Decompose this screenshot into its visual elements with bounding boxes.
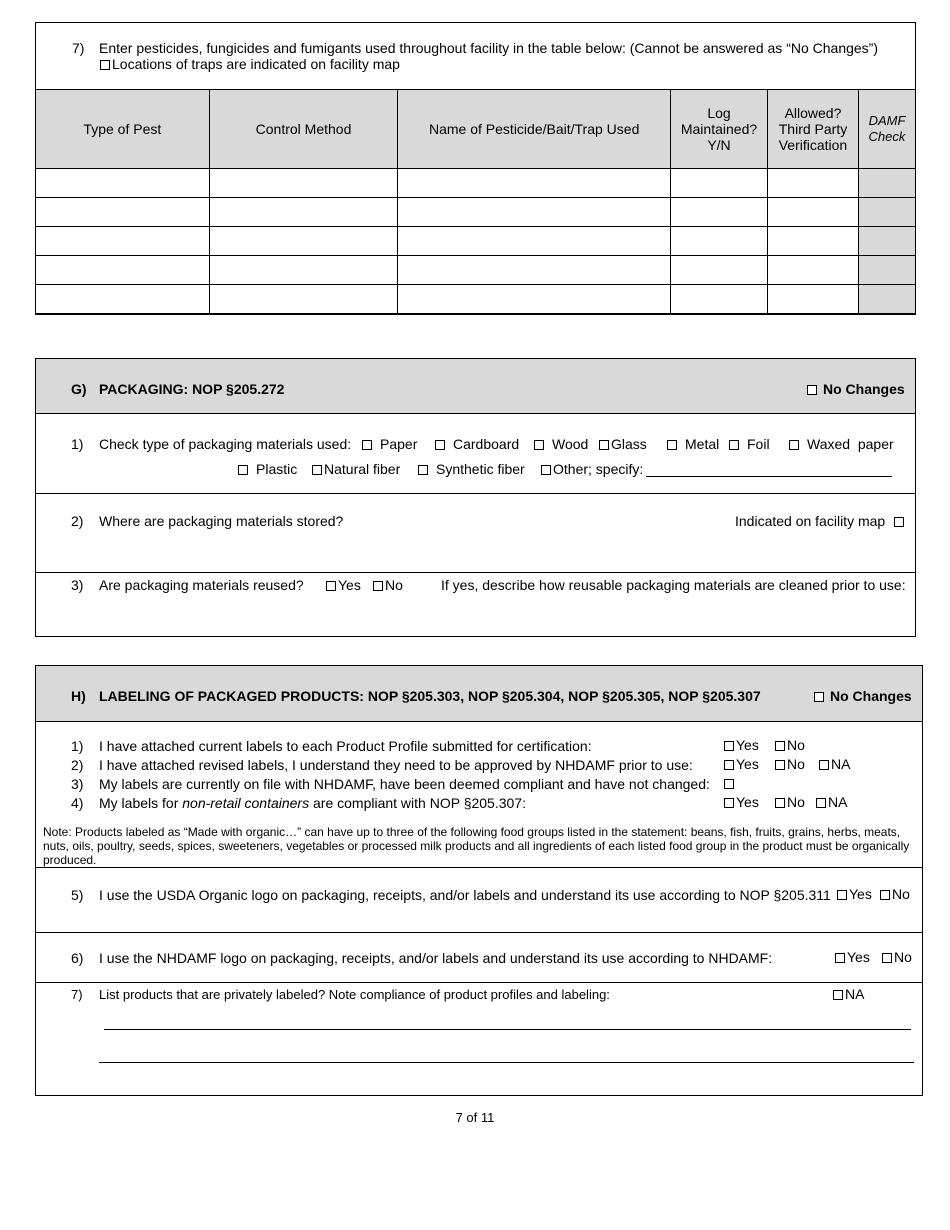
table-cell[interactable] bbox=[768, 169, 859, 198]
made-with-organic-note: Note: Products labeled as “Made with organic…” can have up to three of the following food groups listed in the statement: beans, fish, fruits, grains, herbs, meats, nuts, oils, poultry, seeds, spices, sweeteners, vegetables or processed milk products and all ingredients of each listed food group in the product must be organically produced. bbox=[43, 825, 910, 867]
checkbox[interactable] bbox=[667, 440, 677, 450]
h-q4-yes[interactable] bbox=[724, 794, 759, 810]
table-row bbox=[36, 285, 916, 314]
h-q4-no[interactable] bbox=[775, 794, 805, 810]
h-q2-yes[interactable] bbox=[724, 756, 759, 772]
option-plastic[interactable] bbox=[238, 461, 297, 477]
checkbox[interactable] bbox=[775, 760, 785, 770]
header-pesticide-name: Name of Pesticide/Bait/Trap Used bbox=[398, 90, 671, 169]
table-cell[interactable] bbox=[36, 198, 210, 227]
option-label: No bbox=[892, 886, 910, 902]
option-label: Metal bbox=[685, 436, 720, 452]
option-metal[interactable] bbox=[667, 436, 719, 452]
pesticide-table bbox=[35, 89, 916, 314]
option-label: Yes bbox=[736, 794, 759, 810]
damf-cell bbox=[858, 227, 915, 256]
table-cell[interactable] bbox=[209, 198, 398, 227]
checkbox[interactable] bbox=[729, 440, 739, 450]
checkbox[interactable] bbox=[775, 798, 785, 808]
table-cell[interactable] bbox=[36, 227, 210, 256]
option-wood[interactable] bbox=[534, 436, 588, 452]
option-label: No bbox=[385, 577, 403, 593]
facility-map-checkbox[interactable] bbox=[894, 517, 904, 527]
header-allowed: Allowed? Third Party Verification bbox=[768, 90, 859, 169]
option-label: Natural fiber bbox=[324, 461, 401, 477]
h-q4-na[interactable] bbox=[816, 794, 847, 810]
table-row bbox=[36, 256, 916, 285]
option-label: Other; specify: bbox=[553, 461, 644, 477]
table-cell[interactable] bbox=[398, 169, 671, 198]
facility-map-option[interactable] bbox=[735, 513, 906, 529]
table-cell[interactable] bbox=[398, 285, 671, 314]
section-g-title: PACKAGING: NOP §205.272 bbox=[99, 381, 285, 397]
checkbox[interactable] bbox=[238, 465, 248, 475]
g-q3-no[interactable] bbox=[373, 577, 403, 593]
option-label: NA bbox=[845, 986, 865, 1002]
option-label: NA bbox=[831, 756, 851, 772]
h-q6-label: I use the NHDAMF logo on packaging, receipts, and/or labels and understand its use according to NHDAMF: bbox=[99, 950, 773, 966]
checkbox[interactable] bbox=[835, 953, 845, 963]
damf-cell bbox=[858, 198, 915, 227]
h-q6-number: 6) bbox=[71, 950, 84, 966]
option-waxed-paper[interactable] bbox=[789, 436, 894, 452]
checkbox[interactable] bbox=[833, 990, 843, 1000]
option-cardboard[interactable] bbox=[435, 436, 519, 452]
facility-map-label: Indicated on facility map bbox=[735, 513, 886, 529]
checkbox[interactable] bbox=[837, 890, 847, 900]
divider bbox=[36, 867, 922, 868]
h-q5-yes[interactable] bbox=[837, 886, 872, 902]
table-cell[interactable] bbox=[209, 169, 398, 198]
g-q1-number: 1) bbox=[71, 436, 84, 452]
checkbox[interactable] bbox=[880, 890, 890, 900]
h-no-changes-checkbox[interactable] bbox=[814, 692, 824, 702]
option-label: Yes bbox=[736, 756, 759, 772]
header-control-method: Control Method bbox=[209, 90, 398, 169]
divider bbox=[36, 982, 922, 983]
checkbox[interactable] bbox=[789, 440, 799, 450]
divider bbox=[36, 572, 915, 573]
option-label: NA bbox=[828, 794, 848, 810]
h-q5-number: 5) bbox=[71, 887, 84, 903]
table-cell[interactable] bbox=[671, 256, 768, 285]
table-cell[interactable] bbox=[209, 227, 398, 256]
h-q6-yes[interactable] bbox=[835, 949, 870, 965]
private-label-line-2[interactable] bbox=[99, 1062, 914, 1063]
traps-label: Locations of traps are indicated on facility map bbox=[112, 56, 400, 72]
checkbox[interactable] bbox=[816, 798, 826, 808]
g-no-changes-label: No Changes bbox=[823, 381, 905, 397]
checkbox[interactable] bbox=[724, 779, 734, 789]
table-cell[interactable] bbox=[671, 227, 768, 256]
checkbox[interactable] bbox=[326, 581, 336, 591]
checkbox[interactable] bbox=[312, 465, 322, 475]
checkbox[interactable] bbox=[882, 953, 892, 963]
h-q1-label: I have attached current labels to each Product Profile submitted for certification: bbox=[99, 738, 592, 754]
h-no-changes-option[interactable] bbox=[814, 688, 912, 704]
h-q1-number: 1) bbox=[71, 738, 84, 754]
checkbox[interactable] bbox=[724, 760, 734, 770]
option-label: No bbox=[787, 794, 805, 810]
h-q5-label: I use the USDA Organic logo on packaging, receipts, and/or labels and understand its use according to NOP §205.311 bbox=[99, 887, 831, 903]
h-q3-option[interactable] bbox=[724, 775, 736, 791]
table-cell[interactable] bbox=[36, 169, 210, 198]
option-paper[interactable] bbox=[362, 436, 417, 452]
table-cell[interactable] bbox=[671, 169, 768, 198]
g-q3-number: 3) bbox=[71, 577, 84, 593]
table-cell[interactable] bbox=[671, 285, 768, 314]
option-other[interactable] bbox=[541, 461, 643, 477]
damf-cell bbox=[858, 285, 915, 314]
checkbox[interactable] bbox=[373, 581, 383, 591]
label-text: My labels for bbox=[99, 795, 183, 811]
g-no-changes-checkbox[interactable] bbox=[807, 385, 817, 395]
checkbox[interactable] bbox=[724, 741, 734, 751]
page-number: 7 of 11 bbox=[455, 1110, 495, 1125]
label-emphasis: non-retail containers bbox=[182, 795, 310, 811]
checkbox[interactable] bbox=[534, 440, 544, 450]
option-label: Yes bbox=[736, 737, 759, 753]
option-label: No bbox=[787, 737, 805, 753]
h-q5-no[interactable] bbox=[880, 886, 910, 902]
h-q1-yes[interactable] bbox=[724, 737, 759, 753]
h-q3-number: 3) bbox=[71, 776, 84, 792]
option-label: Plastic bbox=[256, 461, 298, 477]
other-specify-field[interactable] bbox=[646, 476, 892, 477]
h-q2-number: 2) bbox=[71, 757, 84, 773]
private-label-line-1[interactable] bbox=[104, 1029, 911, 1030]
header-damf-check: DAMF Check bbox=[858, 90, 915, 169]
checkbox[interactable] bbox=[418, 465, 428, 475]
g-no-changes-option[interactable] bbox=[807, 381, 905, 397]
g-q3-label: Are packaging materials reused? bbox=[99, 577, 304, 593]
divider bbox=[36, 932, 922, 933]
g-q1-label: Check type of packaging materials used: bbox=[99, 436, 352, 452]
h-q7-number: 7) bbox=[71, 987, 83, 1002]
option-label: Synthetic fiber bbox=[436, 461, 525, 477]
table-row bbox=[36, 198, 916, 227]
h-q6-no[interactable] bbox=[882, 949, 912, 965]
checkbox[interactable] bbox=[435, 440, 445, 450]
traps-option[interactable] bbox=[100, 56, 400, 72]
option-label: No bbox=[787, 756, 805, 772]
g-q2-number: 2) bbox=[71, 513, 84, 529]
table-cell[interactable] bbox=[671, 198, 768, 227]
label-text: are compliant with NOP §205.307: bbox=[309, 795, 526, 811]
table-cell[interactable] bbox=[36, 256, 210, 285]
damf-cell bbox=[858, 169, 915, 198]
option-synthetic-fiber[interactable] bbox=[418, 461, 525, 477]
h-no-changes-label: No Changes bbox=[830, 688, 912, 704]
h-q4-label bbox=[99, 795, 526, 811]
table-row bbox=[36, 227, 916, 256]
option-glass[interactable] bbox=[599, 436, 647, 452]
q7-text: Enter pesticides, fungicides and fumigants used throughout facility in the table below: (Cannot be answered as “No Changes”) bbox=[99, 40, 879, 56]
option-label: Glass bbox=[611, 436, 647, 452]
h-q3-label: My labels are currently on file with NHDAMF, have been deemed compliant and have not changed: bbox=[99, 776, 710, 792]
g-q3-yes[interactable] bbox=[326, 577, 361, 593]
table-cell[interactable] bbox=[768, 198, 859, 227]
option-label: Waxed paper bbox=[807, 436, 894, 452]
h-q2-na[interactable] bbox=[819, 756, 850, 772]
h-q2-label: I have attached revised labels, I understand they need to be approved by NHDAMF prior to use: bbox=[99, 757, 693, 773]
checkbox[interactable] bbox=[541, 465, 551, 475]
g-q3-describe: If yes, describe how reusable packaging materials are cleaned prior to use: bbox=[441, 577, 906, 593]
checkbox[interactable] bbox=[362, 440, 372, 450]
table-cell[interactable] bbox=[768, 285, 859, 314]
h-q4-number: 4) bbox=[71, 795, 84, 811]
q7-number: 7) bbox=[72, 40, 85, 56]
checkbox[interactable] bbox=[599, 440, 609, 450]
option-label: Yes bbox=[338, 577, 361, 593]
checkbox[interactable] bbox=[819, 760, 829, 770]
checkbox[interactable] bbox=[724, 798, 734, 808]
option-natural-fiber[interactable] bbox=[312, 461, 400, 477]
option-label: Foil bbox=[747, 436, 770, 452]
g-q2-label: Where are packaging materials stored? bbox=[99, 513, 344, 529]
divider bbox=[36, 493, 915, 494]
section-h-letter: H) bbox=[71, 688, 86, 704]
section-g-letter: G) bbox=[71, 381, 87, 397]
h-q2-no[interactable] bbox=[775, 756, 805, 772]
damf-cell bbox=[858, 256, 915, 285]
labeling-section bbox=[35, 665, 923, 1096]
option-label: No bbox=[894, 949, 912, 965]
table-cell[interactable] bbox=[36, 285, 210, 314]
table-cell[interactable] bbox=[398, 227, 671, 256]
table-cell[interactable] bbox=[768, 256, 859, 285]
table-cell[interactable] bbox=[768, 227, 859, 256]
option-foil[interactable] bbox=[729, 436, 770, 452]
table-cell[interactable] bbox=[209, 256, 398, 285]
h-q7-na[interactable] bbox=[833, 986, 864, 1002]
option-label: Wood bbox=[552, 436, 589, 452]
h-q1-no[interactable] bbox=[775, 737, 805, 753]
checkbox[interactable] bbox=[775, 741, 785, 751]
header-type-of-pest: Type of Pest bbox=[36, 90, 210, 169]
option-label: Yes bbox=[849, 886, 872, 902]
option-label: Cardboard bbox=[453, 436, 520, 452]
traps-checkbox[interactable] bbox=[100, 60, 110, 70]
h-q7-label: List products that are privately labeled? Note compliance of product profiles and labeling: bbox=[99, 987, 610, 1002]
table-cell[interactable] bbox=[209, 285, 398, 314]
section-h-title: LABELING OF PACKAGED PRODUCTS: NOP §205.303, NOP §205.304, NOP §205.305, NOP §205.307 bbox=[99, 688, 761, 704]
option-label: Yes bbox=[847, 949, 870, 965]
table-row bbox=[36, 169, 916, 198]
header-log-maintained: Log Maintained? Y/N bbox=[671, 90, 768, 169]
table-cell[interactable] bbox=[398, 198, 671, 227]
table-cell[interactable] bbox=[398, 256, 671, 285]
option-label: Paper bbox=[380, 436, 418, 452]
